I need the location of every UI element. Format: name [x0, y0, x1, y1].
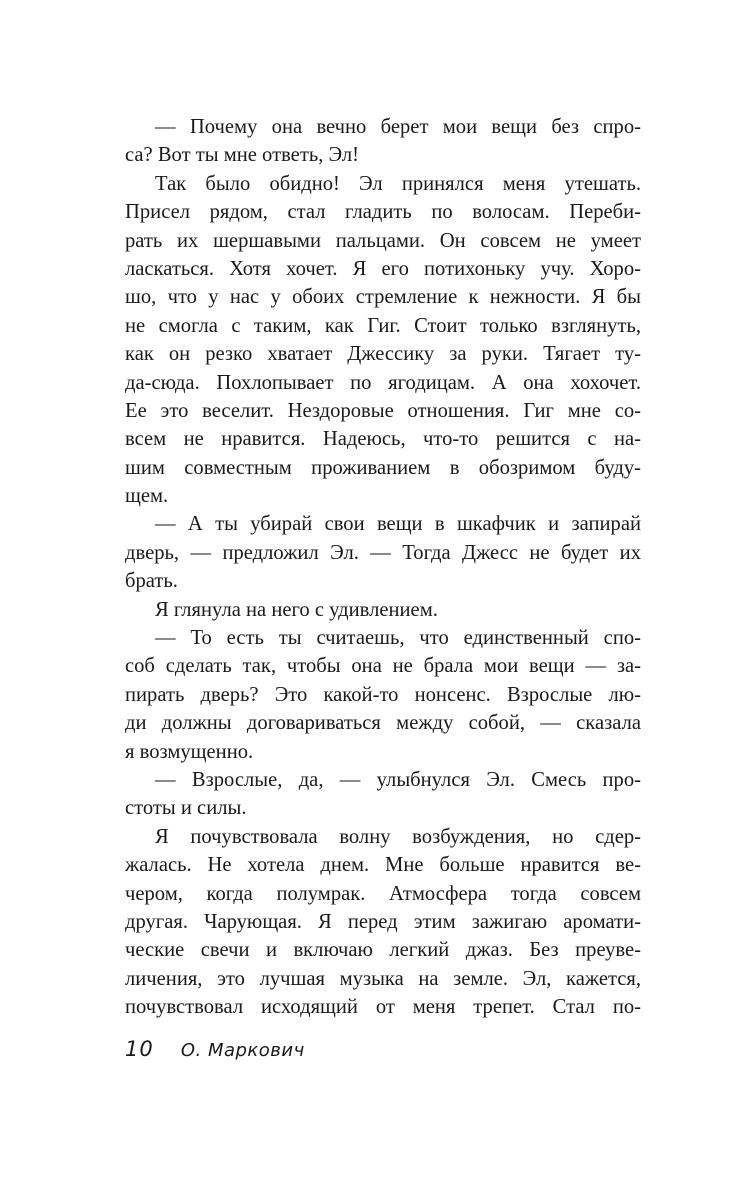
- text-line: — Почему она вечно берет мои вещи без спро-: [155, 116, 641, 138]
- text-line: ласкаться. Хотя хочет. Я его потихоньку учу. Хоро-: [125, 257, 641, 280]
- text-line: дверь, — предложил Эл. — Тогда Джесс не будет их: [125, 541, 641, 564]
- text-line: соб сделать так, чтобы она не брала мои вещи — за-: [125, 655, 641, 678]
- text-line: я возмущенно.: [125, 740, 254, 763]
- text-line: Я глянула на него с удивлением.: [155, 598, 438, 621]
- text-line: рать их шершавыми пальцами. Он совсем не умеет: [125, 229, 641, 252]
- running-author: О. Маркович: [180, 1040, 305, 1061]
- text-line: чером, когда полумрак. Атмосфера тогда совсем: [125, 882, 641, 905]
- text-line: как он резко хватает Джессику за руки. Тягает ту-: [125, 343, 641, 366]
- text-line: — А ты убирай свои вещи в шкафчик и запирай: [155, 513, 641, 536]
- text-line: другая. Чарующая. Я перед этим зажигаю аромати-: [125, 910, 641, 933]
- text-line: Я почувствовала волну возбуждения, но сдер-: [155, 825, 641, 848]
- text-line: Так было обидно! Эл принялся меня утешать.: [155, 172, 641, 195]
- text-line: да-сюда. Похлопывает по ягодицам. А она хохочет.: [125, 371, 641, 394]
- text-line: ческие свечи и включаю легкий джаз. Без преуве-: [125, 939, 641, 962]
- text-line: жалась. Не хотела днем. Мне больше нравится ве-: [125, 854, 641, 877]
- text-line: почувствовал исходящий от меня трепет. Стал по-: [125, 996, 641, 1019]
- text-line: всем не нравится. Надеюсь, что-то решится с на-: [125, 428, 641, 451]
- body-text: [125, 113, 641, 1022]
- text-line: — То есть ты считаешь, что единственный спо-: [155, 627, 641, 650]
- text-line: са? Вот ты мне ответь, Эл!: [125, 144, 359, 167]
- text-line: Присел рядом, стал гладить по волосам. Переби-: [125, 201, 641, 224]
- text-line: брать.: [125, 570, 178, 593]
- text-line: щем.: [125, 485, 169, 508]
- text-line: шо, что у нас у обоих стремление к нежности. Я бы: [125, 286, 641, 309]
- text-line: — Взрослые, да, — улыбнулся Эл. Смесь про-: [155, 768, 641, 791]
- text-line: стоты и силы.: [125, 797, 247, 820]
- text-line: ди должны договариваться между собой, — сказала: [125, 712, 641, 735]
- text-line: Ее это веселит. Нездоровые отношения. Гиг мне со-: [125, 399, 641, 422]
- text-line: шим совместным проживанием в обозримом буду-: [125, 456, 641, 479]
- page-number: 10: [125, 1037, 154, 1061]
- text-line: пирать дверь? Это какой-то нонсенс. Взрослые лю-: [125, 683, 641, 706]
- text-line: личения, это лучшая музыка на земле. Эл, кажется,: [125, 967, 641, 990]
- page-footer: [125, 1037, 305, 1061]
- text-line: не смогла с таким, как Гиг. Стоит только взглянуть,: [125, 314, 641, 337]
